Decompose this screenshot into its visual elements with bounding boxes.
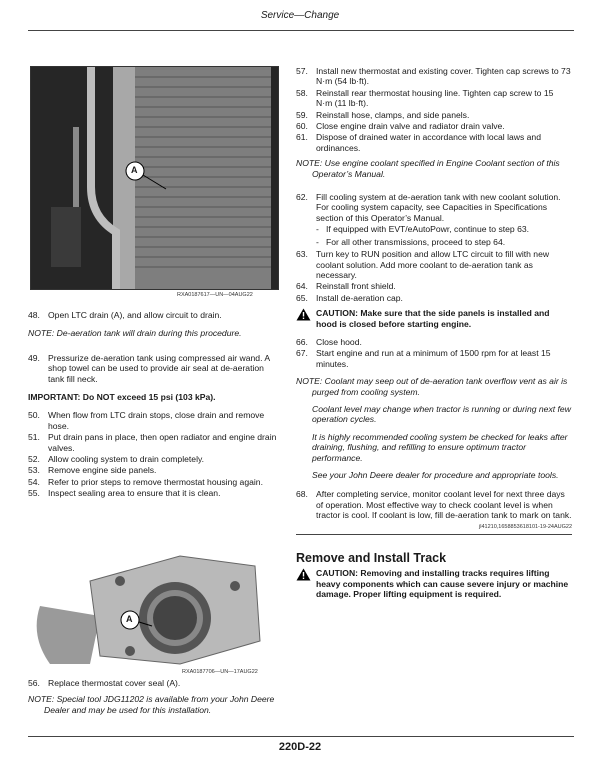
step-text: Refer to prior steps to remove thermostat housing again.: [48, 476, 263, 487]
step-text: Pressurize de-aeration tank using compressed air wand. A shop towel can be used to provide air seal at de-aeration tank fill neck.: [48, 352, 270, 384]
step-number: 63.: [296, 249, 308, 260]
caution-side-panels: [296, 308, 572, 329]
substep-text: If equipped with EVT/eAutoPowr, continue to step 63.: [326, 224, 530, 235]
step-text: Remove engine side panels.: [48, 465, 157, 476]
section-title: Remove and Install Track: [296, 551, 447, 566]
step-number: 49.: [28, 352, 40, 363]
figure2-callout: A: [126, 614, 133, 624]
step-number: 59.: [296, 109, 308, 120]
note-leak-check: It is highly recommended cooling system be checked for leaks after draining, flushing, and refilling to ensure optimum tractor performance.: [312, 431, 568, 463]
step-number: 62.: [296, 192, 308, 203]
step-55: [28, 488, 278, 498]
step-text: Install new thermostat and existing cover. Tighten cap screws to 73 N·m (54 lb·ft).: [316, 66, 571, 87]
step-number: 55.: [28, 488, 40, 499]
step-59: [296, 110, 572, 120]
step-65: [296, 293, 572, 303]
step-number: 52.: [28, 454, 40, 465]
step-text: Fill cooling system at de-aeration tank with new coolant solution. For cooling system capacity, see Capacities in Specifications section of this Operator’s Manual.: [316, 192, 561, 223]
note-coolant-level: Coolant level may change when tractor is running or during next few operation cycles.: [312, 403, 571, 425]
step-text: Allow cooling system to drain completely.: [48, 454, 205, 465]
step-text: After completing service, monitor coolant level for next three days of operation. Most effective way to check coolant level is when tractor is cool. If coolant is low, fill de-aeration tank to mark on tank.: [316, 489, 572, 521]
caution-tracks: [296, 568, 572, 599]
warning-icon: [296, 308, 312, 329]
step-number: 50.: [28, 410, 40, 421]
step-62: [296, 192, 572, 223]
page-number: 220D-22: [278, 741, 322, 753]
left-column-top: [28, 310, 278, 500]
substep-text: For all other transmissions, proceed to step 64.: [326, 236, 506, 247]
step-number: 66.: [296, 336, 308, 347]
note-engine-coolant: NOTE: Use engine coolant specified in Engine Coolant section of this Operator’s Manual.: [296, 158, 560, 179]
reference-code: jl41210,1658853618101-19-24AUG22: [479, 523, 572, 530]
step-number: 67.: [296, 348, 308, 359]
step-52: [28, 454, 278, 464]
right-column: [296, 66, 572, 608]
step-text: Dispose of drained water in accordance with local laws and ordinances.: [316, 132, 541, 153]
step-number: 65.: [296, 292, 308, 303]
warning-icon: [296, 568, 312, 599]
step-57: [296, 66, 572, 87]
radiator-illustration: [31, 67, 278, 289]
step-text: Reinstall hose, clamps, and side panels.: [316, 109, 470, 120]
step-number: 58.: [296, 87, 308, 98]
step-text: When flow from LTC drain stops, close drain and remove hose.: [48, 410, 265, 431]
substep-evt: [316, 224, 572, 234]
step-text: Install de-aeration cap.: [316, 292, 403, 303]
step-number: 56.: [28, 678, 40, 688]
note-deaeration-drain: NOTE: De-aeration tank will drain during this procedure.: [28, 328, 242, 339]
step-60: [296, 121, 572, 131]
caution-text: CAUTION: Make sure that the side panels is installed and hood is closed before starting engine.: [316, 308, 550, 329]
step-56: [28, 678, 278, 688]
step-58: [296, 88, 572, 109]
running-header: Service—Change: [260, 10, 340, 21]
step-53: [28, 465, 278, 475]
step-text: Reinstall rear thermostat housing line. Tighten cap screw to 15 N·m (11 lb·ft).: [316, 87, 554, 109]
figure1-callout: A: [131, 165, 138, 175]
caution-text: CAUTION: Removing and installing tracks requires lifting heavy components which can cause severe injury or machine damage. Proper lifting equipment is required.: [316, 568, 569, 600]
step-number: 64.: [296, 281, 308, 292]
step-49: [28, 353, 278, 384]
substep-other: [316, 237, 572, 247]
thermostat-housing-illustration: [30, 546, 277, 666]
step-text: Open LTC drain (A), and allow circuit to drain.: [48, 310, 222, 320]
step-48: [28, 310, 278, 320]
figure1-caption: RXA0187617—UN—04AUG22: [177, 292, 253, 298]
step-number: 48.: [28, 310, 40, 320]
note-coolant-seep: NOTE: Coolant may seep out of de-aeration tank overflow vent as air is purged from cooling system.: [296, 376, 568, 397]
step-text: Put drain pans in place, then open radiator and engine drain valves.: [48, 432, 277, 453]
note-special-tool: NOTE: Special tool JDG11202 is available from your John Deere Dealer and may be used for this installation.: [28, 694, 275, 715]
step-51: [28, 432, 278, 453]
step-number: 53.: [28, 465, 40, 476]
step-text: Inspect sealing area to ensure that it is clean.: [48, 488, 221, 499]
substep-dash: -: [316, 236, 319, 247]
note-see-dealer: See your John Deere dealer for procedure and appropriate tools.: [312, 470, 559, 480]
step-number: 57.: [296, 66, 308, 76]
section-rule: [296, 534, 572, 535]
step-54: [28, 477, 278, 487]
important-pressure-limit: IMPORTANT: Do NOT exceed 15 psi (103 kPa).: [28, 392, 216, 403]
step-text: Close engine drain valve and radiator drain valve.: [316, 121, 505, 132]
header-rule: [28, 30, 574, 31]
step-number: 51.: [28, 432, 40, 443]
step-61: [296, 132, 572, 153]
step-68: [296, 489, 572, 520]
step-number: 68.: [296, 489, 308, 500]
step-63: [296, 249, 572, 280]
step-66: [296, 337, 572, 347]
step-64: [296, 281, 572, 291]
step-text: Close hood.: [316, 336, 362, 347]
figure2-caption: RXA0187706—UN—17AUG22: [182, 669, 258, 675]
step-text: Start engine and run at a minimum of 1500 rpm for at least 15 minutes.: [316, 348, 551, 369]
footer-rule: [28, 736, 574, 737]
radiator-photo: [30, 66, 279, 290]
step-text: Turn key to RUN position and allow LTC circuit to fill with new coolant solution. Add more coolant to de-aeration tank as necessary.: [316, 249, 550, 280]
step-number: 60.: [296, 121, 308, 132]
left-column-bottom: [28, 678, 278, 722]
substep-dash: -: [316, 224, 319, 235]
step-text: Replace thermostat cover seal (A).: [48, 678, 181, 688]
thermostat-housing-photo: [30, 546, 277, 666]
step-text: Reinstall front shield.: [316, 281, 396, 292]
step-number: 61.: [296, 132, 308, 143]
step-67: [296, 348, 572, 369]
step-number: 54.: [28, 476, 40, 487]
step-50: [28, 410, 278, 431]
